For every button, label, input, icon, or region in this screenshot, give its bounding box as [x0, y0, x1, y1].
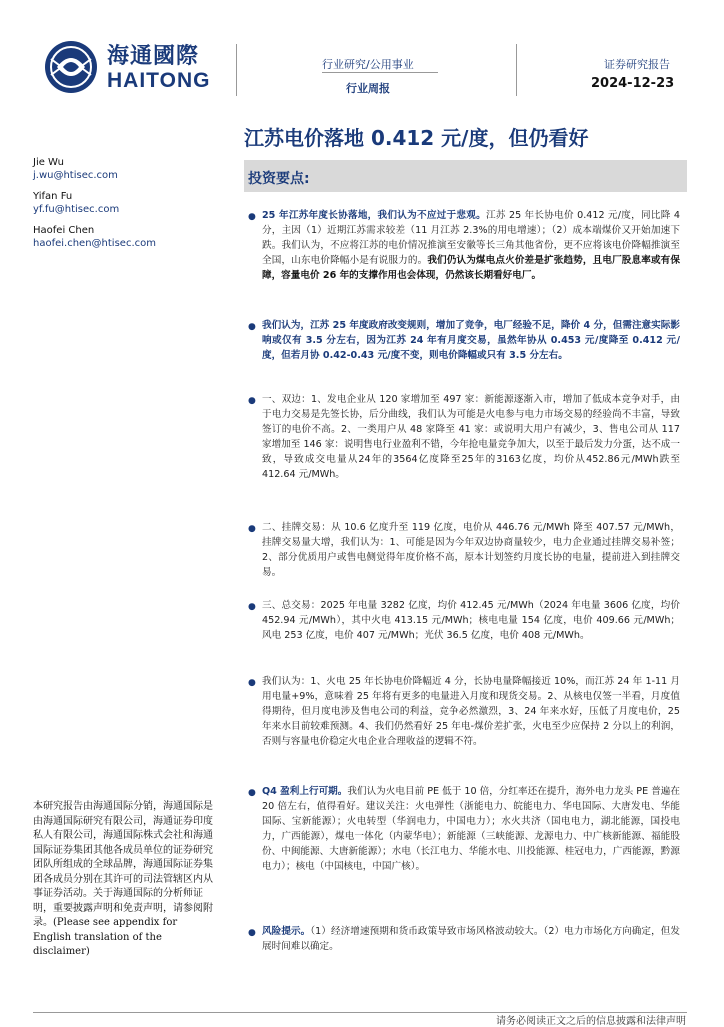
author-email[interactable]: haofei.chen@htisec.com	[33, 238, 156, 249]
author-block	[33, 224, 156, 250]
paragraph-2-body: 我们认为，江苏 25 年度政府改变规则，增加了竞争，电厂经验不足，降价 4 分，但需注意实际影响或仅有 3.5 分左右，因为江苏 24 年有月度交易，虽然年协从 0.453 元/度降至 0.412 元/度，但若月协 0.42-0.43 元/度不变，则电价降幅或只有 3.5 分左右。	[262, 320, 680, 361]
paragraph-8-body: （1）经济增速预期和货币政策导致市场风格波动较大。（2）电力市场化方向确定，但发展时间难以确定。	[262, 926, 681, 952]
bullet-icon: ●	[248, 678, 256, 688]
paragraph-7-body: 我们认为火电目前 PE 低于 10 倍，分红率还在提升，海外电力龙头 PE 普遍在 20 倍左右，值得看好。建议关注：火电弹性（浙能电力、皖能电力、华电国际、大唐发电、华能国际、宝新能源）；火电转型（华润电力，中国电力）；水火共济（国电电力，湖北能源，国投电力，广西能源），煤电一体化（内蒙华电）；新能源（三峡能源、龙源电力、中广核新能源、福能股份、中闽能源、大唐新能源）；水电（长江电力、华能水电、川投能源、桂冠电力，广西能源，黔源电力）；核电（中国核电，中国广核）。	[262, 786, 680, 872]
report-label: 证券研究报告	[604, 58, 670, 71]
author-email[interactable]: j.wu@htisec.com	[33, 170, 118, 181]
haitong-logo-icon	[43, 39, 99, 95]
report-date: 2024-12-23	[591, 76, 675, 91]
header-rule	[322, 72, 438, 73]
page-title: 江苏电价落地 0.412 元/度，但仍看好	[244, 126, 589, 150]
paragraph-7-lead: Q4 盈利上行可期。	[262, 786, 348, 797]
author-name: Haofei Chen	[33, 225, 95, 236]
report-type: 行业周报	[346, 82, 390, 95]
report-category: 行业研究/公用事业	[322, 58, 414, 71]
footer-notice: 请务必阅读正文之后的信息披露和法律声明	[496, 1016, 686, 1027]
summary-header-bar	[244, 160, 687, 192]
bullet-icon: ●	[248, 788, 256, 798]
paragraph-3: 一、双边：1、发电企业从 120 家增加至 497 家：新能源逐渐入市，增加了低成本竞争对手，由于电力交易是先签长协，后分曲线，我们认为可能是火电参与电力市场交易的经验尚不丰富，导致签订的电价不高。2、一类用户从 48 家降至 41 家：或说明大用户有减少，3、售电公司从 117 家增加至 146 家：说明售电行业盈利不错，今年抢电量竞争加大，以至于最后发力分蛋，达不成一致，导致成交电量从24年的3564亿度降至25年的3163亿度，均价从452.86元/MWh跌至 412.64 元/MWh。	[262, 394, 680, 480]
paragraph-1-body: 江苏 25 年长协电价 0.412 元/度，同比降 4 分，主因（1）近期江苏需求较差（11 月江苏 2.3%的用电增速）；（2）成本端煤价又开始加速下跌。我们认为，不应将江苏的电价情况推演至安徽等长三角其他省份，更不应将该电价降幅推演至全国，山东电价降幅小是有说服力的。	[262, 210, 680, 266]
bullet-icon: ●	[248, 212, 256, 222]
paragraph-2	[262, 318, 680, 363]
disclaimer-text: 本研究报告由海通国际分销，海通国际是由海通国际研究有限公司，海通证券印度私人有限公司，海通国际株式会社和海通国际证券集团其他各成员单位的证券研究团队所组成的全球品牌，海通国际证券集团各成员分别在其许可的司法管辖区内从事证券活动。关于海通国际的分析师证明，重要披露声明和免责声明，请参阅附录。(Please see appendix for English translation of the disclaimer)	[33, 801, 213, 957]
bullet-icon: ●	[248, 524, 256, 534]
author-name: Jie Wu	[33, 157, 64, 168]
author-block	[33, 156, 118, 182]
header-divider-left	[236, 44, 237, 96]
summary-label: 投资要点:	[248, 171, 310, 187]
author-block	[33, 190, 119, 216]
bullet-icon: ●	[248, 602, 256, 612]
paragraph-4: 二、挂牌交易：从 10.6 亿度升至 119 亿度，电价从 446.76 元/MWh 降至 407.57 元/MWh，挂牌交易量大增，我们认为：1、可能是因为今年双边协商量较少，电力企业通过挂牌交易补签；2、部分优质用户或售电侧觉得年度价格不高，原本计划签约月度长协的电量，提前进入到挂牌交易。	[262, 522, 680, 578]
bullet-icon: ●	[248, 928, 256, 938]
haitong-logo	[43, 37, 211, 97]
author-email[interactable]: yf.fu@htisec.com	[33, 204, 120, 215]
paragraph-1	[262, 208, 680, 283]
bullet-icon: ●	[248, 322, 256, 332]
paragraph-1-tail: 我们仍认为煤电点火价差是扩张趋势，且电厂股息率或有保障，容量电价 26 年的支撑作用也会体现，仍然该长期看好电厂。	[262, 255, 681, 281]
paragraph-5: 三、总交易：2025 年电量 3282 亿度，均价 412.45 元/MWh（2024 年电量 3606 亿度，均价 452.94 元/MWh），其中火电 413.15 元/MWh；核电电量 154 亿度，电价 409.66 元/MWh；风电 253 亿度，电价 407 元/MWh；光伏 36.5 亿度，电价 408 元/MWh。	[262, 600, 680, 641]
logo-chinese: 海通國際	[107, 43, 200, 69]
bullet-icon: ●	[248, 396, 256, 406]
paragraph-7	[262, 784, 680, 874]
paragraph-8	[262, 924, 680, 954]
author-name: Yifan Fu	[33, 191, 73, 202]
paragraph-8-lead: 风险提示。	[262, 926, 311, 937]
paragraph-1-lead: 25 年江苏年度长协落地，我们认为不应过于悲观。	[262, 210, 486, 221]
header-divider-right	[516, 44, 517, 96]
logo-english: HAITONG	[107, 69, 211, 92]
paragraph-6: 我们认为：1、火电 25 年长协电价降幅近 4 分，长协电量降幅接近 10%，而江苏 24 年 1-11 月用电量+9%，意味着 25 年将有更多的电量进入月度和现货交易。2、从核电仅签一半看，月度值得期待，但月度电涉及售电公司的利益，竞争必然激烈，3、24 年来水好，压低了月度电价，25 年来水目前较难预测。4、我们仍然看好 25 年电-煤价差扩张，火电至少应保持 2 分以上的利润，否则与容量电价稳定火电企业合理收益的逻辑不符。	[262, 676, 680, 747]
